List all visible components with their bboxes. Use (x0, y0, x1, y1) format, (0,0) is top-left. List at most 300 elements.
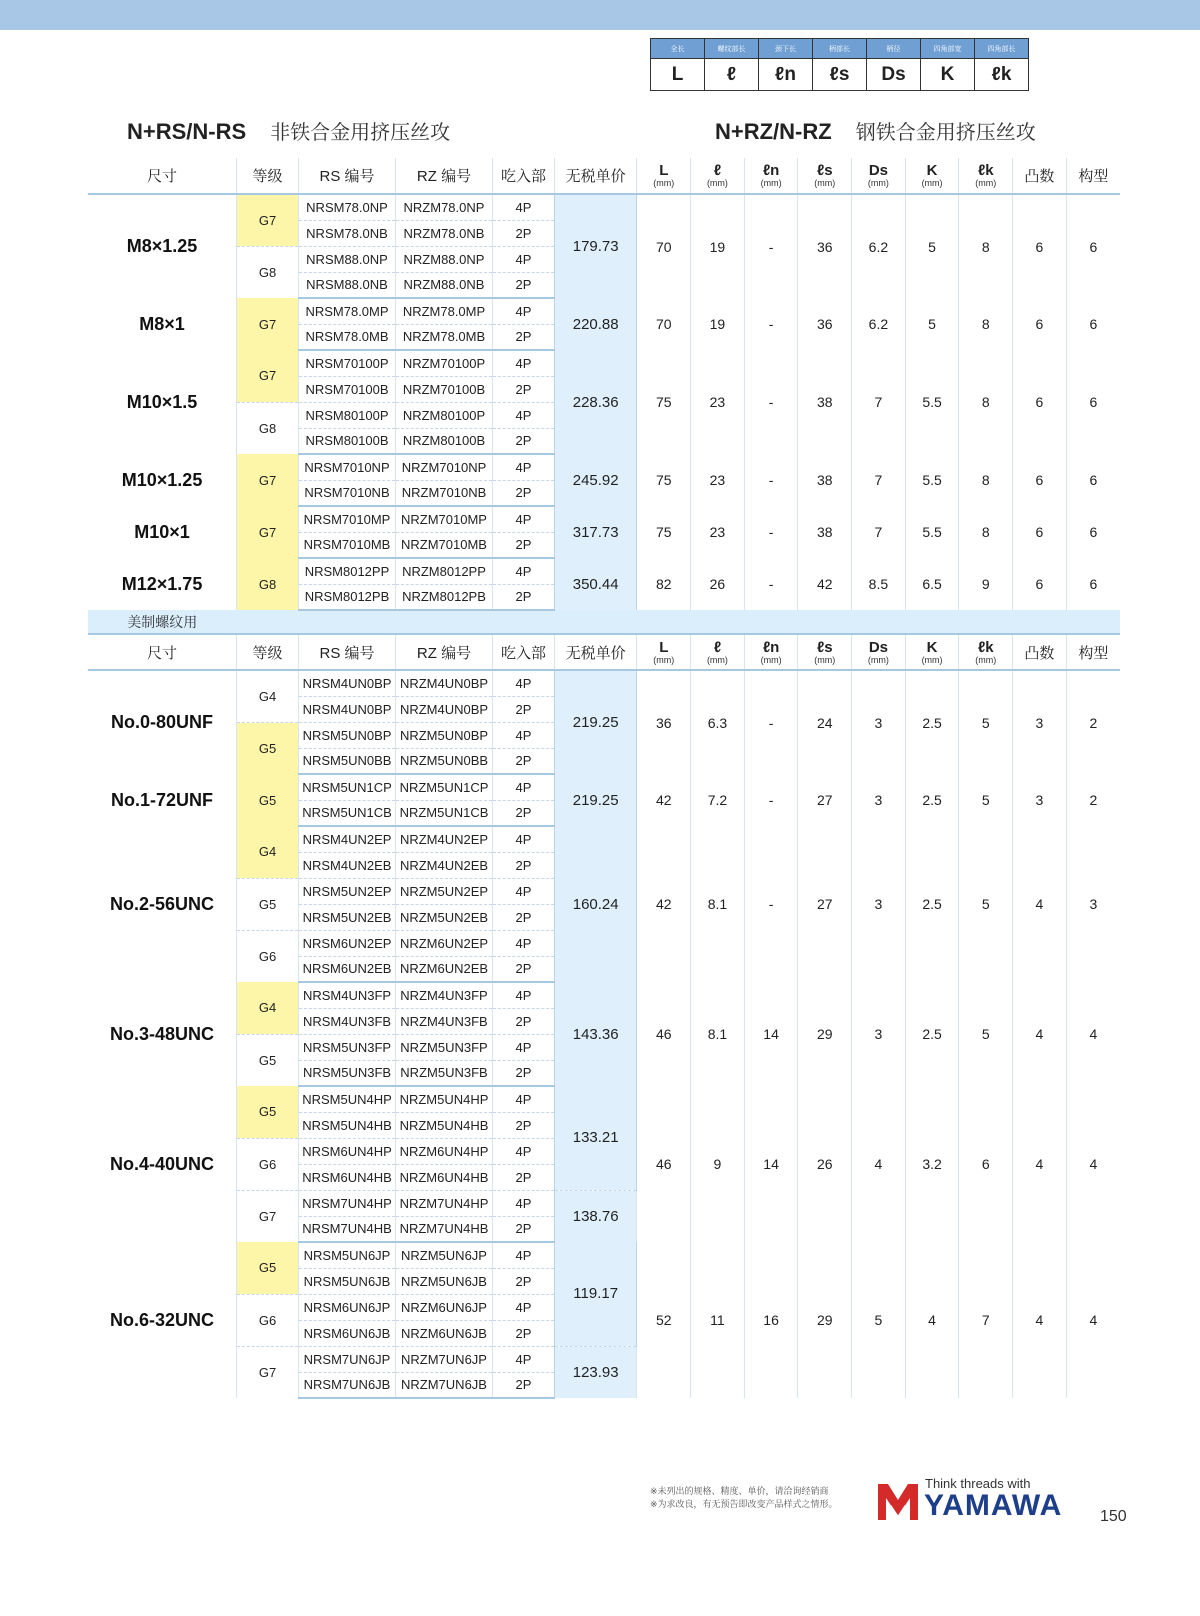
bite-cell: 4P (493, 878, 555, 904)
header-rs-code: RS 编号 (299, 634, 396, 670)
page-number: 150 (1100, 1508, 1127, 1525)
bite-cell: 2P (493, 1320, 555, 1346)
spec-K-cell: 5 (905, 194, 959, 298)
grade-cell: G5 (237, 1034, 299, 1086)
bite-cell: 4P (493, 298, 555, 324)
grade-cell: G4 (237, 826, 299, 878)
spec-L-cell: 70 (637, 194, 691, 298)
bite-cell: 4P (493, 670, 555, 696)
spec-type-cell: 6 (1066, 194, 1120, 298)
bite-cell: 2P (493, 1060, 555, 1086)
rz-code-cell: NRZM80100P (396, 402, 493, 428)
bite-cell: 2P (493, 748, 555, 774)
table-row (88, 506, 1120, 532)
table-row (88, 1086, 1120, 1112)
rz-code-cell: NRZM4UN3FP (396, 982, 493, 1008)
legend-label: 四角部宽 (921, 39, 975, 59)
spec-K-cell: 2.5 (905, 670, 959, 774)
rz-code-cell: NRZM78.0NP (396, 194, 493, 220)
bite-cell: 4P (493, 1294, 555, 1320)
bite-cell: 4P (493, 506, 555, 532)
spec-ls-cell: 36 (798, 194, 852, 298)
spec-convex-cell: 6 (1013, 350, 1067, 454)
product-code-rz: N+RZ/N-RZ (715, 119, 832, 144)
rz-code-cell: NRZM5UN2EB (396, 904, 493, 930)
bite-cell: 2P (493, 1164, 555, 1190)
table-row (88, 1242, 1120, 1268)
spec-lk-cell: 7 (959, 1242, 1013, 1398)
spec-L-cell: 36 (637, 670, 691, 774)
rs-code-cell: NRSM5UN6JB (299, 1268, 396, 1294)
legend-label: 柄部长 (813, 39, 867, 59)
bite-cell: 4P (493, 722, 555, 748)
spec-ln-cell: 14 (744, 1086, 798, 1242)
rz-code-cell: NRZM5UN6JP (396, 1242, 493, 1268)
legend-label: 颈下长 (759, 39, 813, 59)
rz-code-cell: NRZM7010MP (396, 506, 493, 532)
grade-cell: G5 (237, 1242, 299, 1294)
spec-type-cell: 2 (1066, 670, 1120, 774)
table-row (88, 558, 1120, 584)
section-blank-cell (744, 610, 798, 634)
legend-symbol: ℓk (975, 59, 1029, 91)
spec-ln-cell: - (744, 298, 798, 350)
spec-lk-cell: 8 (959, 298, 1013, 350)
header-price: 无税单价 (554, 158, 637, 194)
spec-convex-cell: 4 (1013, 1242, 1067, 1398)
spec-Ds-cell: 7 (852, 350, 906, 454)
spec-ls-cell: 36 (798, 298, 852, 350)
header-dim-lk (959, 634, 1013, 670)
section-blank-cell (1013, 610, 1067, 634)
rs-code-cell: NRSM6UN6JB (299, 1320, 396, 1346)
bite-cell: 2P (493, 852, 555, 878)
rs-code-cell: NRSM5UN3FB (299, 1060, 396, 1086)
grade-cell: G5 (237, 722, 299, 774)
spec-ln-cell: 16 (744, 1242, 798, 1398)
rs-code-cell: NRSM88.0NB (299, 272, 396, 298)
rz-code-cell: NRZM5UN6JB (396, 1268, 493, 1294)
header-dim-symbol: ℓn (762, 638, 780, 656)
rs-code-cell: NRSM5UN3FP (299, 1034, 396, 1060)
header-size: 尺寸 (147, 644, 178, 662)
rs-code-cell: NRSM7010NP (299, 454, 396, 480)
spec-convex-cell: 6 (1013, 558, 1067, 610)
rz-code-cell: NRZM6UN6JP (396, 1294, 493, 1320)
spec-convex-cell: 3 (1013, 774, 1067, 826)
bite-cell: 2P (493, 532, 555, 558)
spec-ls-cell: 24 (798, 670, 852, 774)
bite-cell: 4P (493, 1034, 555, 1060)
bite-cell: 4P (493, 558, 555, 584)
spec-ln-cell: - (744, 350, 798, 454)
header-dim-unit: (mm) (653, 178, 675, 188)
rs-code-cell: NRSM5UN6JP (299, 1242, 396, 1268)
header-dim-k (905, 158, 959, 194)
legend-symbol: L (651, 59, 705, 91)
header-dim-symbol: ℓn (762, 162, 780, 179)
spec-lk-cell: 5 (959, 774, 1013, 826)
spec-l-cell: 11 (691, 1242, 745, 1398)
grade-cell: G7 (237, 194, 299, 246)
section-blank-cell (637, 610, 691, 634)
spec-ln-cell: - (744, 506, 798, 558)
rz-code-cell: NRZM7UN6JB (396, 1372, 493, 1398)
header-rs-code: RS 编号 (299, 158, 396, 194)
rs-code-cell: NRSM7010NB (299, 480, 396, 506)
section-blank-cell (396, 610, 493, 634)
spec-Ds-cell: 4 (852, 1086, 906, 1242)
rz-code-cell: NRZM6UN2EP (396, 930, 493, 956)
grade-cell: G5 (237, 1086, 299, 1138)
legend-symbol: K (921, 59, 975, 91)
rz-code-cell: NRZM7010NB (396, 480, 493, 506)
bite-cell: 2P (493, 956, 555, 982)
rs-code-cell: NRSM78.0NP (299, 194, 396, 220)
section-label: 美制螺纹用 (88, 610, 237, 634)
spec-L-cell: 75 (637, 350, 691, 454)
header-rz-code: RZ 编号 (396, 634, 493, 670)
legend-symbol: Ds (867, 59, 921, 91)
rz-code-cell: NRZM4UN0BP (396, 670, 493, 696)
price-cell: 228.36 (554, 350, 637, 454)
price-cell: 245.92 (554, 454, 637, 506)
bite-cell: 4P (493, 194, 555, 220)
table-row (88, 350, 1120, 376)
header-dim-symbol: ℓk (977, 638, 994, 656)
spec-L-cell: 46 (637, 1086, 691, 1242)
product-title-rs (127, 116, 450, 145)
legend-label: 螺纹部长 (705, 39, 759, 59)
bite-cell: 4P (493, 1346, 555, 1372)
spec-lk-cell: 6 (959, 1086, 1013, 1242)
spec-convex-cell: 4 (1013, 982, 1067, 1086)
spec-ln-cell: - (744, 826, 798, 982)
header-type: 构型 (1066, 634, 1120, 670)
legend-symbol: ℓs (813, 59, 867, 91)
spec-l-cell: 8.1 (691, 982, 745, 1086)
grade-cell: G7 (237, 350, 299, 402)
footer-note-line: ※为求改良，有无预告即改变产品样式之情形。 (650, 1499, 838, 1509)
footer-note-line: ※未列出的规格、精度、单价，请洽询经销商 (650, 1486, 829, 1496)
header-dim-symbol: L (659, 162, 669, 179)
spec-convex-cell: 6 (1013, 506, 1067, 558)
spec-ln-cell: - (744, 774, 798, 826)
spec-lk-cell: 5 (959, 982, 1013, 1086)
rs-code-cell: NRSM5UN2EB (299, 904, 396, 930)
header-dim-unit: (mm) (653, 654, 675, 665)
rz-code-cell: NRZM78.0NB (396, 220, 493, 246)
rz-code-cell: NRZM8012PP (396, 558, 493, 584)
grade-cell: G7 (237, 506, 299, 558)
bite-cell: 4P (493, 402, 555, 428)
price-cell: 133.21 (554, 1086, 637, 1190)
rz-code-cell: NRZM4UN2EP (396, 826, 493, 852)
table-row (88, 454, 1120, 480)
dimension-legend (650, 38, 1029, 91)
rz-code-cell: NRZM5UN0BB (396, 748, 493, 774)
size-cell: M10×1.25 (121, 469, 203, 490)
price-cell: 123.93 (554, 1346, 637, 1398)
rz-code-cell: NRZM5UN0BP (396, 722, 493, 748)
spec-ls-cell: 29 (798, 1242, 852, 1398)
spec-l-cell: 7.2 (691, 774, 745, 826)
header-dim-unit: (mm) (975, 178, 997, 188)
section-blank-cell (852, 610, 906, 634)
legend-label: 全长 (651, 39, 705, 59)
spec-type-cell: 3 (1066, 826, 1120, 982)
bite-cell: 2P (493, 800, 555, 826)
rs-code-cell: NRSM5UN1CP (299, 774, 396, 800)
legend-symbol: ℓn (759, 59, 813, 91)
spec-ls-cell: 42 (798, 558, 852, 610)
header-dim-ln (744, 158, 798, 194)
bite-cell: 2P (493, 1216, 555, 1242)
header-convex: 凸数 (1013, 634, 1067, 670)
spec-L-cell: 52 (637, 1242, 691, 1398)
spec-L-cell: 46 (637, 982, 691, 1086)
rs-code-cell: NRSM88.0NP (299, 246, 396, 272)
grade-cell: G8 (237, 246, 299, 298)
header-dim-symbol: ℓs (816, 162, 833, 179)
rs-code-cell: NRSM7UN6JB (299, 1372, 396, 1398)
size-cell: No.3-48UNC (110, 1023, 215, 1044)
rs-code-cell: NRSM80100P (299, 402, 396, 428)
product-title-rz (715, 116, 1036, 145)
header-dim-symbol: K (926, 162, 938, 179)
header-dim-symbol: ℓ (713, 638, 722, 656)
rz-code-cell: NRZM4UN3FB (396, 1008, 493, 1034)
rs-code-cell: NRSM6UN4HB (299, 1164, 396, 1190)
section-blank-cell (905, 610, 959, 634)
header-dim-symbol: Ds (868, 162, 888, 179)
header-bite: 吃入部 (493, 158, 555, 194)
rz-code-cell: NRZM5UN4HB (396, 1112, 493, 1138)
spec-Ds-cell: 5 (852, 1242, 906, 1398)
spec-ls-cell: 38 (798, 454, 852, 506)
spec-convex-cell: 6 (1013, 298, 1067, 350)
rs-code-cell: NRSM7010MB (299, 532, 396, 558)
spec-type-cell: 6 (1066, 298, 1120, 350)
bite-cell: 4P (493, 246, 555, 272)
bite-cell: 2P (493, 1112, 555, 1138)
grade-cell: G7 (237, 1190, 299, 1242)
header-dim-l (637, 634, 691, 670)
top-color-band (0, 0, 1200, 30)
grade-cell: G6 (237, 930, 299, 982)
header-size: 尺寸 (147, 168, 178, 185)
header-dim-k (905, 634, 959, 670)
spec-ln-cell: - (744, 558, 798, 610)
price-cell: 219.25 (554, 670, 637, 774)
grade-cell: G4 (237, 982, 299, 1034)
spec-lk-cell: 8 (959, 506, 1013, 558)
bite-cell: 2P (493, 584, 555, 610)
tap-spec-table (88, 158, 1120, 1399)
spec-type-cell: 6 (1066, 350, 1120, 454)
rs-code-cell: NRSM6UN4HP (299, 1138, 396, 1164)
bite-cell: 2P (493, 272, 555, 298)
header-dim-unit: (mm) (814, 654, 836, 665)
spec-Ds-cell: 6.2 (852, 298, 906, 350)
spec-ls-cell: 38 (798, 506, 852, 558)
bite-cell: 4P (493, 774, 555, 800)
rz-code-cell: NRZM7010MB (396, 532, 493, 558)
rz-code-cell: NRZM70100B (396, 376, 493, 402)
header-dim-ln (744, 634, 798, 670)
rs-code-cell: NRSM8012PP (299, 558, 396, 584)
rs-code-cell: NRSM5UN0BP (299, 722, 396, 748)
size-cell: No.2-56UNC (110, 893, 215, 914)
header-dim-lk (959, 158, 1013, 194)
section-blank-cell (691, 610, 745, 634)
grade-cell: G7 (237, 298, 299, 350)
rs-code-cell: NRSM7010MP (299, 506, 396, 532)
rs-code-cell: NRSM6UN6JP (299, 1294, 396, 1320)
grade-cell: G7 (237, 454, 299, 506)
spec-K-cell: 4 (905, 1242, 959, 1398)
rz-code-cell: NRZM70100P (396, 350, 493, 376)
section-blank-cell (798, 610, 852, 634)
bite-cell: 2P (493, 324, 555, 350)
bite-cell: 2P (493, 1008, 555, 1034)
rz-code-cell: NRZM8012PB (396, 584, 493, 610)
price-cell: 179.73 (554, 194, 637, 298)
price-cell: 138.76 (554, 1190, 637, 1242)
price-cell: 219.25 (554, 774, 637, 826)
size-cell: M8×1.25 (126, 236, 198, 256)
bite-cell: 2P (493, 1372, 555, 1398)
header-rz-code: RZ 编号 (396, 158, 493, 194)
footer-notes (650, 1485, 838, 1511)
rs-code-cell: NRSM5UN1CB (299, 800, 396, 826)
spec-ln-cell: - (744, 194, 798, 298)
rz-code-cell: NRZM6UN2EB (396, 956, 493, 982)
rs-code-cell: NRSM4UN3FB (299, 1008, 396, 1034)
grade-cell: G4 (237, 670, 299, 722)
header-dim-unit: (mm) (706, 178, 728, 188)
rz-code-cell: NRZM5UN1CP (396, 774, 493, 800)
spec-type-cell: 6 (1066, 506, 1120, 558)
rz-code-cell: NRZM6UN4HB (396, 1164, 493, 1190)
rz-code-cell: NRZM4UN2EB (396, 852, 493, 878)
bite-cell: 4P (493, 1138, 555, 1164)
table-row (88, 982, 1120, 1008)
column-header-row (88, 634, 1120, 670)
header-dim-symbol: Ds (868, 638, 888, 656)
spec-lk-cell: 5 (959, 826, 1013, 982)
section-blank-cell (959, 610, 1013, 634)
spec-type-cell: 6 (1066, 454, 1120, 506)
bite-cell: 4P (493, 1190, 555, 1216)
rs-code-cell: NRSM78.0MP (299, 298, 396, 324)
spec-l-cell: 6.3 (691, 670, 745, 774)
legend-label-row (651, 39, 1029, 59)
spec-l-cell: 8.1 (691, 826, 745, 982)
table-row (88, 774, 1120, 800)
bite-cell: 2P (493, 1268, 555, 1294)
spec-type-cell: 4 (1066, 982, 1120, 1086)
spec-L-cell: 75 (637, 454, 691, 506)
section-row (88, 610, 1120, 634)
spec-l-cell: 23 (691, 350, 745, 454)
grade-cell: G8 (237, 402, 299, 454)
rz-code-cell: NRZM6UN6JB (396, 1320, 493, 1346)
grade-cell: G6 (237, 1138, 299, 1190)
yamawa-logo-icon (876, 1482, 920, 1522)
rs-code-cell: NRSM4UN3FP (299, 982, 396, 1008)
spec-ls-cell: 38 (798, 350, 852, 454)
size-cell: M10×1.5 (126, 391, 198, 412)
spec-lk-cell: 8 (959, 454, 1013, 506)
bite-cell: 4P (493, 826, 555, 852)
spec-lk-cell: 8 (959, 350, 1013, 454)
rz-code-cell: NRZM5UN4HP (396, 1086, 493, 1112)
bite-cell: 4P (493, 1086, 555, 1112)
header-price: 无税单价 (554, 634, 637, 670)
rs-code-cell: NRSM5UN4HB (299, 1112, 396, 1138)
spec-Ds-cell: 3 (852, 982, 906, 1086)
legend-symbol-row (651, 59, 1029, 91)
header-dim-unit: (mm) (867, 654, 889, 665)
brand-name: YAMAWA (924, 1489, 1063, 1522)
column-header-row (88, 158, 1120, 194)
rs-code-cell: NRSM7UN4HB (299, 1216, 396, 1242)
spec-type-cell: 2 (1066, 774, 1120, 826)
grade-cell: G5 (237, 878, 299, 930)
spec-L-cell: 42 (637, 774, 691, 826)
rs-code-cell: NRSM78.0NB (299, 220, 396, 246)
section-blank-cell (493, 610, 555, 634)
rz-code-cell: NRZM80100B (396, 428, 493, 454)
rs-code-cell: NRSM70100B (299, 376, 396, 402)
spec-l-cell: 23 (691, 506, 745, 558)
rs-code-cell: NRSM4UN2EP (299, 826, 396, 852)
rs-code-cell: NRSM6UN2EP (299, 930, 396, 956)
bite-cell: 2P (493, 220, 555, 246)
spec-K-cell: 2.5 (905, 826, 959, 982)
rs-code-cell: NRSM4UN0BP (299, 670, 396, 696)
spec-l-cell: 26 (691, 558, 745, 610)
spec-Ds-cell: 3 (852, 826, 906, 982)
rz-code-cell: NRZM5UN1CB (396, 800, 493, 826)
size-cell: M10×1 (134, 521, 190, 542)
size-cell: No.1-72UNF (111, 789, 214, 810)
rz-code-cell: NRZM7UN6JP (396, 1346, 493, 1372)
spec-ln-cell: - (744, 454, 798, 506)
size-cell: M8×1 (139, 313, 185, 334)
header-dim-symbol: ℓ (713, 162, 722, 179)
spec-K-cell: 5.5 (905, 454, 959, 506)
header-dim-symbol: ℓs (816, 638, 833, 656)
header-dim-l (691, 158, 745, 194)
spec-K-cell: 2.5 (905, 982, 959, 1086)
spec-Ds-cell: 7 (852, 506, 906, 558)
rs-code-cell: NRSM70100P (299, 350, 396, 376)
rs-code-cell: NRSM80100B (299, 428, 396, 454)
header-grade: 等级 (237, 158, 299, 194)
rz-code-cell: NRZM7010NP (396, 454, 493, 480)
rz-code-cell: NRZM4UN0BP (396, 696, 493, 722)
table-row (88, 670, 1120, 696)
rz-code-cell: NRZM5UN3FB (396, 1060, 493, 1086)
header-dim-unit: (mm) (760, 178, 782, 188)
rs-code-cell: NRSM4UN0BP (299, 696, 396, 722)
header-grade: 等级 (237, 634, 299, 670)
header-dim-ls (798, 634, 852, 670)
table-row (88, 826, 1120, 852)
legend-label: 柄径 (867, 39, 921, 59)
